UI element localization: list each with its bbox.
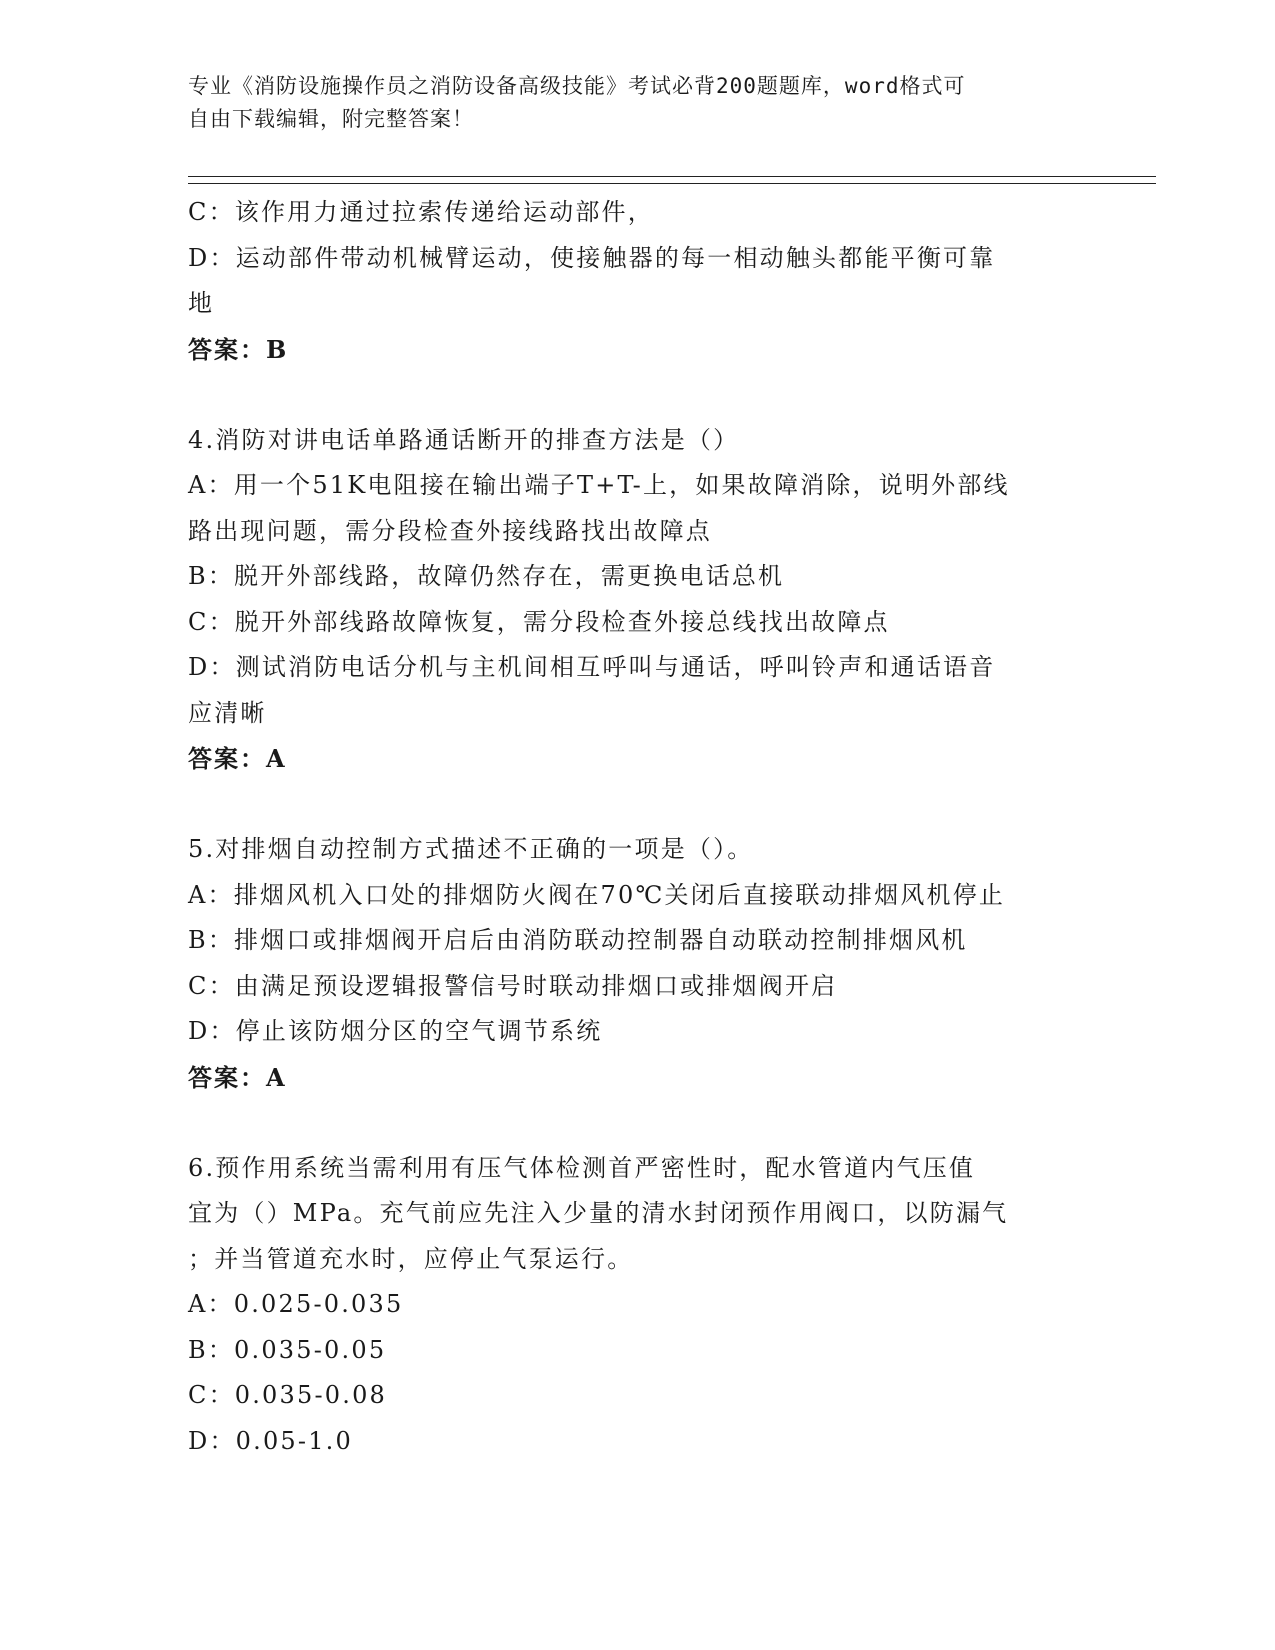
- question-stem-continued: 宜为（）MPa。充气前应先注入少量的清水封闭预作用阀口，以防漏气: [188, 1199, 1009, 1227]
- question-stem-continued: ；并当管道充水时，应停止气泵运行。: [188, 1244, 634, 1273]
- answer: 答案：A: [188, 1062, 287, 1092]
- header-line-1: 专业《消防设施操作员之消防设备高级技能》考试必背200题题库，word格式可: [188, 74, 966, 98]
- option-b: B：排烟口或排烟阀开启后由消防联动控制器自动联动控制排烟风机: [188, 926, 968, 954]
- option-d: D：停止该防烟分区的空气调节系统: [188, 1017, 603, 1045]
- option-d-continued: 地: [188, 289, 215, 317]
- option-c: C：0.035-0.08: [188, 1381, 388, 1409]
- question-6: [188, 1146, 1088, 1465]
- option-b: B：0.035-0.05: [188, 1335, 387, 1364]
- question-stem: 4.消防对讲电话单路通话断开的排查方法是（）: [188, 425, 740, 454]
- document-header: [188, 70, 1088, 136]
- header-divider-top: [188, 176, 1156, 177]
- option-c: C：脱开外部线路故障恢复，需分段检查外接总线找出故障点: [188, 607, 890, 636]
- option-d: D：0.05-1.0: [188, 1426, 353, 1455]
- question-stem: 5.对排烟自动控制方式描述不正确的一项是（）。: [188, 835, 754, 863]
- question-3-tail: [188, 190, 1088, 372]
- spacer: [188, 1100, 1088, 1146]
- question-stem: 6.预作用系统当需利用有压气体检测首严密性时，配水管道内气压值: [188, 1153, 976, 1182]
- option-d: D：测试消防电话分机与主机间相互呼叫与通话，呼叫铃声和通话语音: [188, 653, 996, 681]
- option-a-continued: 路出现问题，需分段检查外接线路找出故障点: [188, 516, 712, 545]
- option-c: C：该作用力通过拉索传递给运动部件，: [188, 198, 654, 226]
- header-divider-bottom: [188, 183, 1156, 184]
- spacer: [188, 782, 1088, 828]
- option-a: A：排烟风机入口处的排烟防火阀在70℃关闭后直接联动排烟风机停止: [188, 880, 1006, 909]
- question-list: [188, 190, 1088, 1464]
- answer: 答案：A: [188, 744, 287, 773]
- option-b: B：脱开外部线路，故障仍然存在，需更换电话总机: [188, 562, 785, 590]
- option-d-continued: 应清晰: [188, 698, 267, 727]
- option-c: C：由满足预设逻辑报警信号时联动排烟口或排烟阀开启: [188, 971, 838, 1000]
- option-a: A：用一个51K电阻接在输出端子T+T-上，如果故障消除，说明外部线: [188, 471, 1010, 499]
- question-4: [188, 418, 1088, 782]
- header-line-2: 自由下载编辑，附完整答案！: [188, 107, 474, 131]
- option-a: A：0.025-0.035: [188, 1290, 404, 1318]
- question-5: [188, 827, 1088, 1100]
- answer: 答案：B: [188, 334, 289, 364]
- option-d: D：运动部件带动机械臂运动，使接触器的每一相动触头都能平衡可靠: [188, 243, 996, 272]
- spacer: [188, 372, 1088, 418]
